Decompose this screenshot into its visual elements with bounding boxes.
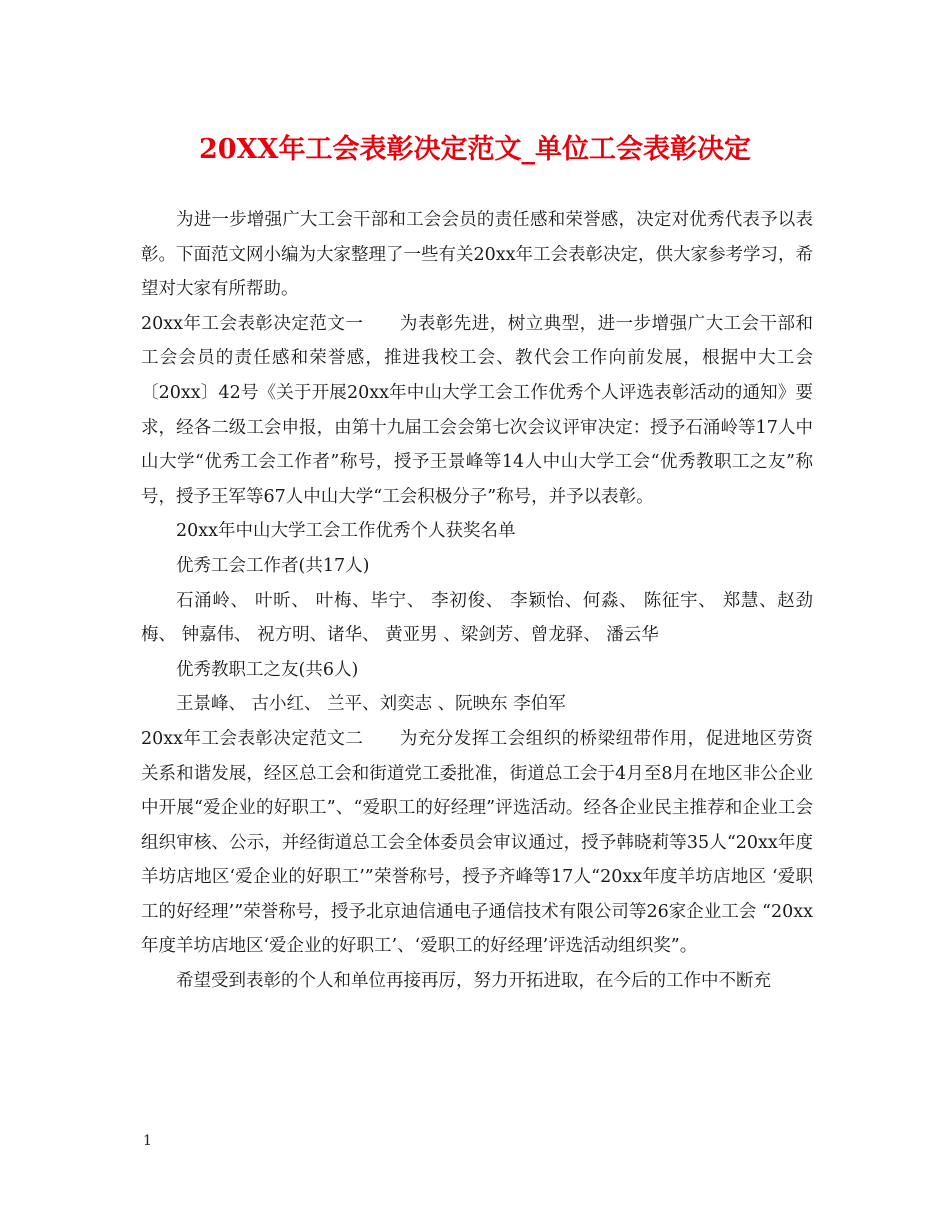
document-title: 20XX年工会表彰决定范文_单位工会表彰决定 [199, 134, 751, 165]
section2-heading: 20xx年工会表彰决定范文二 [141, 728, 364, 749]
intro-paragraph: 为进一步增强广大工会干部和工会会员的责任感和荣誉感，决定对优秀代表予以表彰。下面范文网小编为大家整理了一些有关20xx年工会表彰决定，供大家参考学习，希望对大家有所帮助。 [141, 210, 814, 300]
closing-paragraph: 希望受到表彰的个人和单位再接再厉，努力开拓进取，在今后的工作中不断充 [176, 971, 771, 992]
section2-paragraph [141, 722, 813, 964]
award-list-title: 20xx年中山大学工会工作优秀个人获奖名单 [176, 521, 516, 542]
group1-title: 优秀工会工作者(共17人) [176, 555, 370, 576]
section1-heading: 20xx年工会表彰决定范文一 [141, 313, 364, 334]
section1-paragraph [141, 307, 813, 515]
document-body [141, 203, 813, 999]
group1-names: 石涌岭、 叶昕、 叶梅、毕宁、 李初俊、 李颖怡、何淼、 陈征宇、 郑慧、赵劲梅、 钟嘉伟、 祝方明、诸华、 黄亚男 、梁剑芳、曾龙驿、 潘云华 [141, 590, 813, 646]
section1-text: 为表彰先进，树立典型，进一步增强广大工会干部和工会会员的责任感和荣誉感，推进我校工会、教代会工作向前发展，根据中大工会〔20xx〕42号《关于开展20xx年中山大学工会工作优秀个人评选表彰活动的通知》要求，经各二级工会申报，由第十九届工会会第七次会议评审决定：授予石涌岭等17人中山大学“优秀工会工作者”称号，授予王景峰等14人中山大学工会“优秀教职工之友”称号，授予王军等67人中山大学“工会积极分子”称号，并予以表彰。 [141, 313, 813, 507]
group2-names: 王景峰、 古小红、 兰平、刘奕志 、阮映东 李伯军 [176, 694, 566, 715]
page-number: 1 [143, 1133, 152, 1149]
section2-text: 为充分发挥工会组织的桥梁纽带作用，促进地区劳资关系和谐发展，经区总工会和街道党工委批准，街道总工会于4月至8月在地区非公企业中开展“爱企业的好职工”、“爱职工的好经理”评选活动。经各企业民主推荐和企业工会组织审核、公示，并经街道总工会全体委员会审议通过，授予韩晓莉等35人“20xx年度羊坊店地区‘爱企业的好职工’”荣誉称号，授予齐峰等17人“20xx年度羊坊店地区 ‘爱职工的好经理’”荣誉称号，授予北京迪信通电子通信技术有限公司等26家企业工会 “20xx年度羊坊店地区‘爱企业的好职工’、‘爱职工的好经理’评选活动组织奖”。 [141, 728, 813, 957]
group2-title: 优秀教职工之友(共6人) [176, 659, 359, 680]
